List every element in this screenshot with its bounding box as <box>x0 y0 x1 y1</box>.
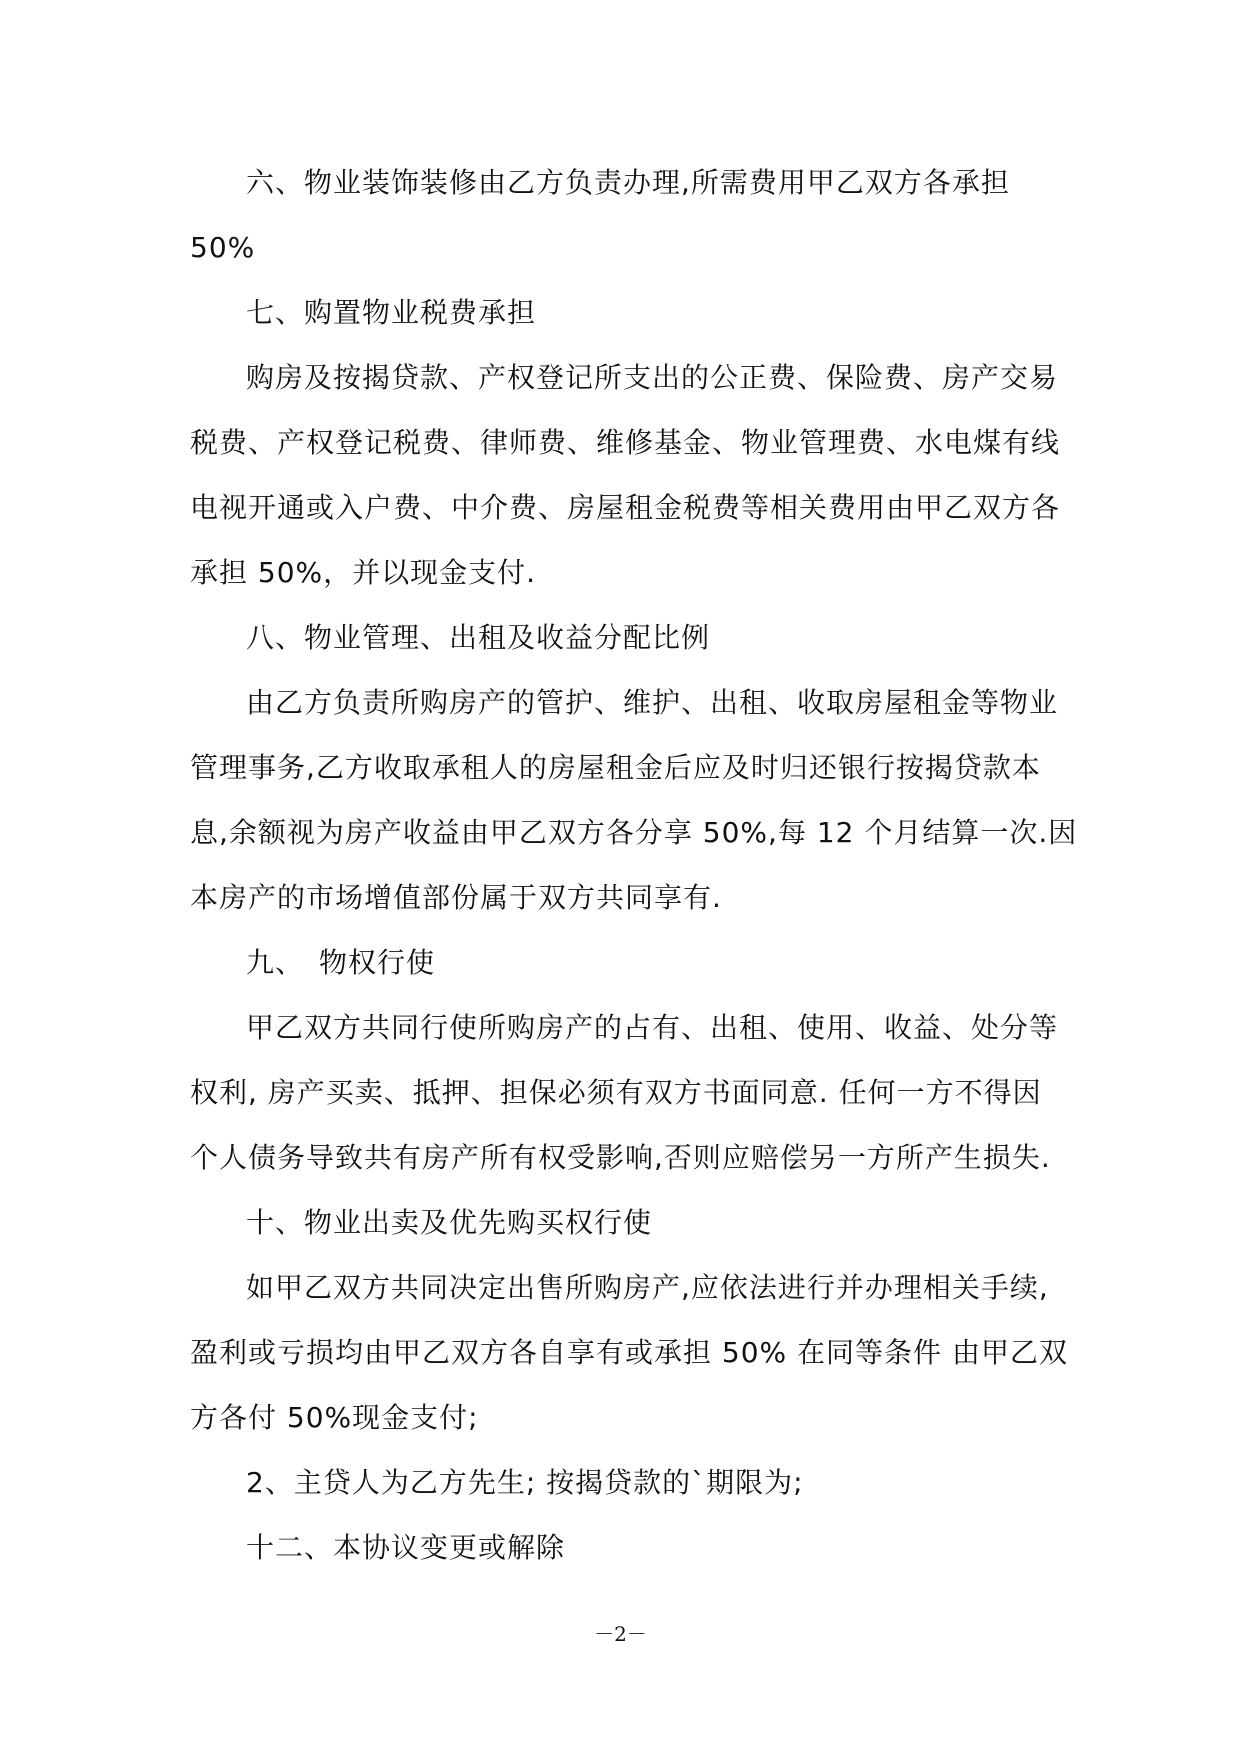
clause-9-paragraph-line: 甲乙双方共同行使所购房产的占有、出租、使用、收益、处分等 <box>246 1011 1059 1044</box>
clause-7-heading: 七、购置物业税费承担 <box>246 296 537 329</box>
clause-7-paragraph-line: 承担 50%，并以现金支付. <box>190 556 537 589</box>
clause-7-paragraph-line: 电视开通或入户费、中介费、房屋租金税费等相关费用由甲乙双方各 <box>190 491 1061 524</box>
clause-10-paragraph-line: 盈利或亏损均由甲乙双方各自享有或承担 50% 在同等条件 由甲乙双 <box>190 1336 1068 1369</box>
clause-10-heading: 十、物业出卖及优先购买权行使 <box>246 1206 653 1239</box>
clause-8-paragraph-line: 息,余额视为房产收益由甲乙双方各分享 50%,每 12 个月结算一次.因 <box>190 816 1078 849</box>
document-body <box>190 150 1078 1580</box>
clause-10-paragraph-line: 如甲乙双方共同决定出售所购房产,应依法进行并办理相关手续, <box>246 1271 1049 1304</box>
clause-6-heading: 六、物业装饰装修由乙方负责办理,所需费用甲乙双方各承担 <box>246 166 1010 199</box>
clause-8-paragraph-line: 管理事务,乙方收取承租人的房屋租金后应及时归还银行按揭贷款本 <box>190 751 1041 784</box>
clause-9-paragraph-line: 个人债务导致共有房产所有权受影响,否则应赔偿另一方所产生损失. <box>190 1141 1051 1174</box>
clause-8-heading: 八、物业管理、出租及收益分配比例 <box>246 621 711 654</box>
page-number: －2－ <box>594 1622 647 1646</box>
clause-8-paragraph-line: 由乙方负责所购房产的管护、维护、出租、收取房屋租金等物业 <box>246 686 1059 719</box>
clause-loan-line: 2、主贷人为乙方先生; 按揭贷款的`期限为; <box>246 1466 804 1499</box>
clause-7-paragraph-line: 购房及按揭贷款、产权登记所支出的公正费、保险费、房产交易 <box>246 361 1059 394</box>
clause-9-paragraph-line: 权利, 房产买卖、抵押、担保必须有双方书面同意. 任何一方不得因 <box>190 1076 1042 1109</box>
clause-10-paragraph-line: 方各付 50%现金支付; <box>190 1401 479 1434</box>
clause-9-heading: 九、 物权行使 <box>246 946 436 979</box>
clause-6-continuation: 50% <box>190 231 256 264</box>
clause-12-heading: 十二、本协议变更或解除 <box>246 1531 566 1564</box>
clause-8-paragraph-line: 本房产的市场增值部份属于双方共同享有. <box>190 881 722 914</box>
clause-7-paragraph-line: 税费、产权登记税费、律师费、维修基金、物业管理费、水电煤有线 <box>190 426 1061 459</box>
